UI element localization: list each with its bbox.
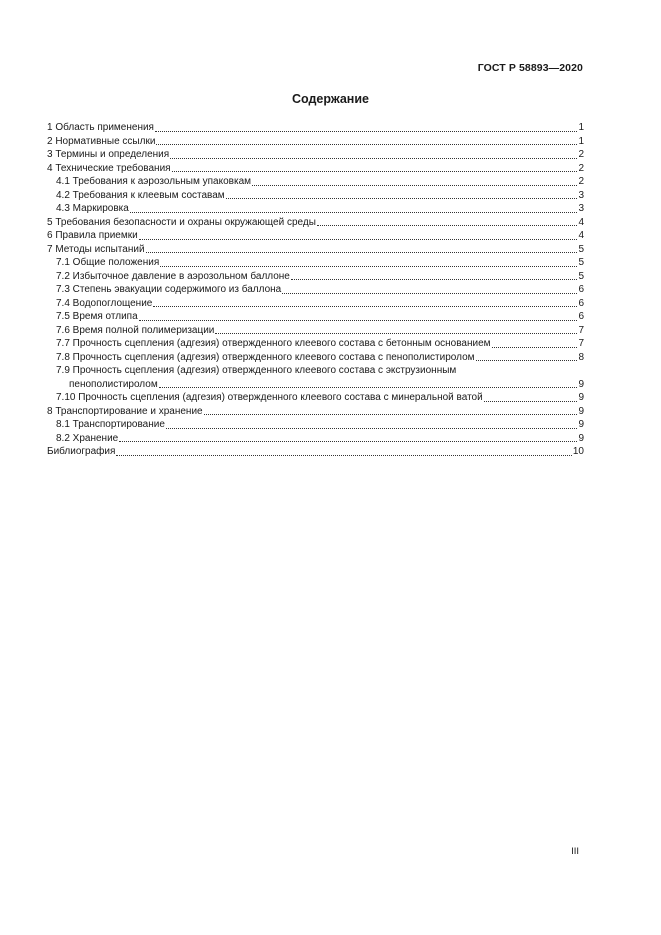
toc-entry-label: 7.5 Время отлипа	[56, 311, 138, 322]
toc-entry-label: Библиография	[47, 446, 116, 457]
toc-leader-dots	[291, 278, 577, 280]
toc-title: Содержание	[291, 92, 369, 106]
toc-entry-page: 4	[578, 216, 584, 228]
toc-entry-page: 10	[572, 446, 584, 457]
toc-leader-dots	[160, 265, 577, 267]
toc-entry-label: 4.3 Маркировка	[56, 203, 129, 214]
toc-entry[interactable]	[47, 135, 584, 149]
toc-entry[interactable]	[47, 297, 584, 311]
toc-entry-label: 7 Методы испытаний	[47, 243, 145, 255]
toc-entry-label: 7.2 Избыточное давление в аэрозольном баллоне	[56, 270, 290, 282]
toc-entry[interactable]	[47, 283, 584, 297]
toc-entry-page: 9	[578, 432, 584, 444]
toc-leader-dots	[226, 197, 577, 199]
page-number: III	[571, 846, 579, 857]
toc-entry[interactable]	[47, 310, 584, 324]
toc-entry-label: пенополистиролом	[69, 378, 158, 390]
toc-entry[interactable]	[47, 351, 584, 365]
toc-leader-dots	[215, 332, 577, 334]
toc-entry-page: 3	[578, 189, 584, 201]
toc-entry[interactable]	[47, 445, 584, 459]
toc-entry-page: 6	[578, 311, 584, 322]
toc-entry[interactable]	[47, 418, 584, 432]
toc-entry-page: 9	[578, 392, 584, 403]
toc-entry-label: 7.8 Прочность сцепления (адгезия) отвержденного клеевого состава с пенополистиролом	[56, 351, 475, 363]
toc-leader-dots	[484, 400, 577, 402]
toc-entry-page: 1	[578, 122, 584, 133]
toc-entry-page: 6	[578, 297, 584, 309]
toc-leader-dots	[130, 211, 577, 213]
toc-leader-dots	[156, 143, 577, 145]
toc-entry-label: 7.9 Прочность сцепления (адгезия) отвержденного клеевого состава с экструзионным	[56, 365, 457, 376]
toc-entry[interactable]	[47, 391, 584, 405]
toc-entry-page: 3	[578, 203, 584, 214]
document-code: ГОСТ Р 58893—2020	[477, 62, 583, 74]
toc-entry-page: 9	[578, 419, 584, 430]
toc-entry[interactable]	[47, 256, 584, 270]
toc-entry-label: 7.3 Степень эвакуации содержимого из баллона	[56, 284, 282, 295]
toc-entry-label: 6 Правила приемки	[47, 230, 138, 241]
toc-entry-page: 5	[578, 257, 584, 268]
toc-entry[interactable]	[47, 175, 584, 189]
toc-leader-dots	[159, 386, 577, 388]
toc-entry-page: 2	[578, 176, 584, 187]
toc-entry-continuation[interactable]	[47, 378, 584, 392]
toc-entry[interactable]	[47, 337, 584, 351]
toc-entry-label: 1 Область применения	[47, 122, 154, 133]
toc-entry-label: 5 Требования безопасности и охраны окружающей среды	[47, 216, 316, 228]
table-of-contents	[47, 121, 584, 459]
toc-entry-label: 2 Нормативные ссылки	[47, 135, 156, 147]
toc-leader-dots	[492, 346, 577, 348]
toc-entry[interactable]	[47, 405, 584, 419]
toc-entry-page: 5	[578, 243, 584, 255]
toc-leader-dots	[166, 427, 577, 429]
toc-entry[interactable]	[47, 121, 584, 135]
toc-entry[interactable]	[47, 189, 584, 203]
toc-entry-label: 7.1 Общие положения	[56, 257, 160, 268]
toc-entry-page: 9	[578, 378, 584, 390]
toc-entry-page: 2	[578, 149, 584, 160]
toc-entry[interactable]	[47, 324, 584, 338]
toc-leader-dots	[116, 454, 571, 456]
toc-leader-dots	[153, 305, 577, 307]
toc-entry[interactable]	[47, 216, 584, 230]
toc-entry[interactable]	[47, 202, 584, 216]
toc-entry-page: 6	[578, 284, 584, 295]
toc-leader-dots	[139, 319, 577, 321]
toc-leader-dots	[252, 184, 577, 186]
toc-leader-dots	[170, 157, 577, 159]
toc-leader-dots	[317, 224, 577, 226]
toc-entry[interactable]	[47, 270, 584, 284]
toc-entry-page: 7	[578, 324, 584, 336]
toc-entry-label: 7.7 Прочность сцепления (адгезия) отвержденного клеевого состава с бетонным основанием	[56, 338, 491, 349]
toc-entry[interactable]	[47, 148, 584, 162]
toc-leader-dots	[172, 170, 577, 172]
toc-entry-page: 8	[578, 351, 584, 363]
toc-entry[interactable]	[47, 162, 584, 176]
toc-entry[interactable]	[47, 364, 584, 378]
toc-entry[interactable]	[47, 243, 584, 257]
toc-entry-page: 2	[578, 162, 584, 174]
toc-entry-label: 8.1 Транспортирование	[56, 419, 165, 430]
toc-entry-label: 3 Термины и определения	[47, 149, 170, 160]
toc-entry-label: 8 Транспортирование и хранение	[47, 405, 203, 417]
toc-entry-page: 9	[578, 405, 584, 417]
toc-entry-label: 8.2 Хранение	[56, 432, 119, 444]
toc-leader-dots	[204, 413, 577, 415]
toc-entry[interactable]	[47, 229, 584, 243]
toc-entry-label: 7.10 Прочность сцепления (адгезия) отвержденного клеевого состава с минеральной ватой	[56, 392, 483, 403]
toc-entry-page: 7	[578, 338, 584, 349]
toc-leader-dots	[119, 440, 577, 442]
toc-leader-dots	[476, 359, 577, 361]
toc-entry-page: 1	[578, 135, 584, 147]
toc-entry-label: 4.1 Требования к аэрозольным упаковкам	[56, 176, 252, 187]
toc-entry-label: 4 Технические требования	[47, 162, 171, 174]
toc-entry-label: 7.6 Время полной полимеризации	[56, 324, 215, 336]
toc-leader-dots	[155, 130, 577, 132]
toc-leader-dots	[146, 251, 577, 253]
toc-entry-label: 4.2 Требования к клеевым составам	[56, 189, 225, 201]
toc-entry-page: 5	[578, 270, 584, 282]
toc-entry-label: 7.4 Водопоглощение	[56, 297, 153, 309]
toc-entry-page: 4	[578, 230, 584, 241]
toc-entry[interactable]	[47, 432, 584, 446]
toc-leader-dots	[282, 292, 577, 294]
toc-leader-dots	[139, 238, 577, 240]
